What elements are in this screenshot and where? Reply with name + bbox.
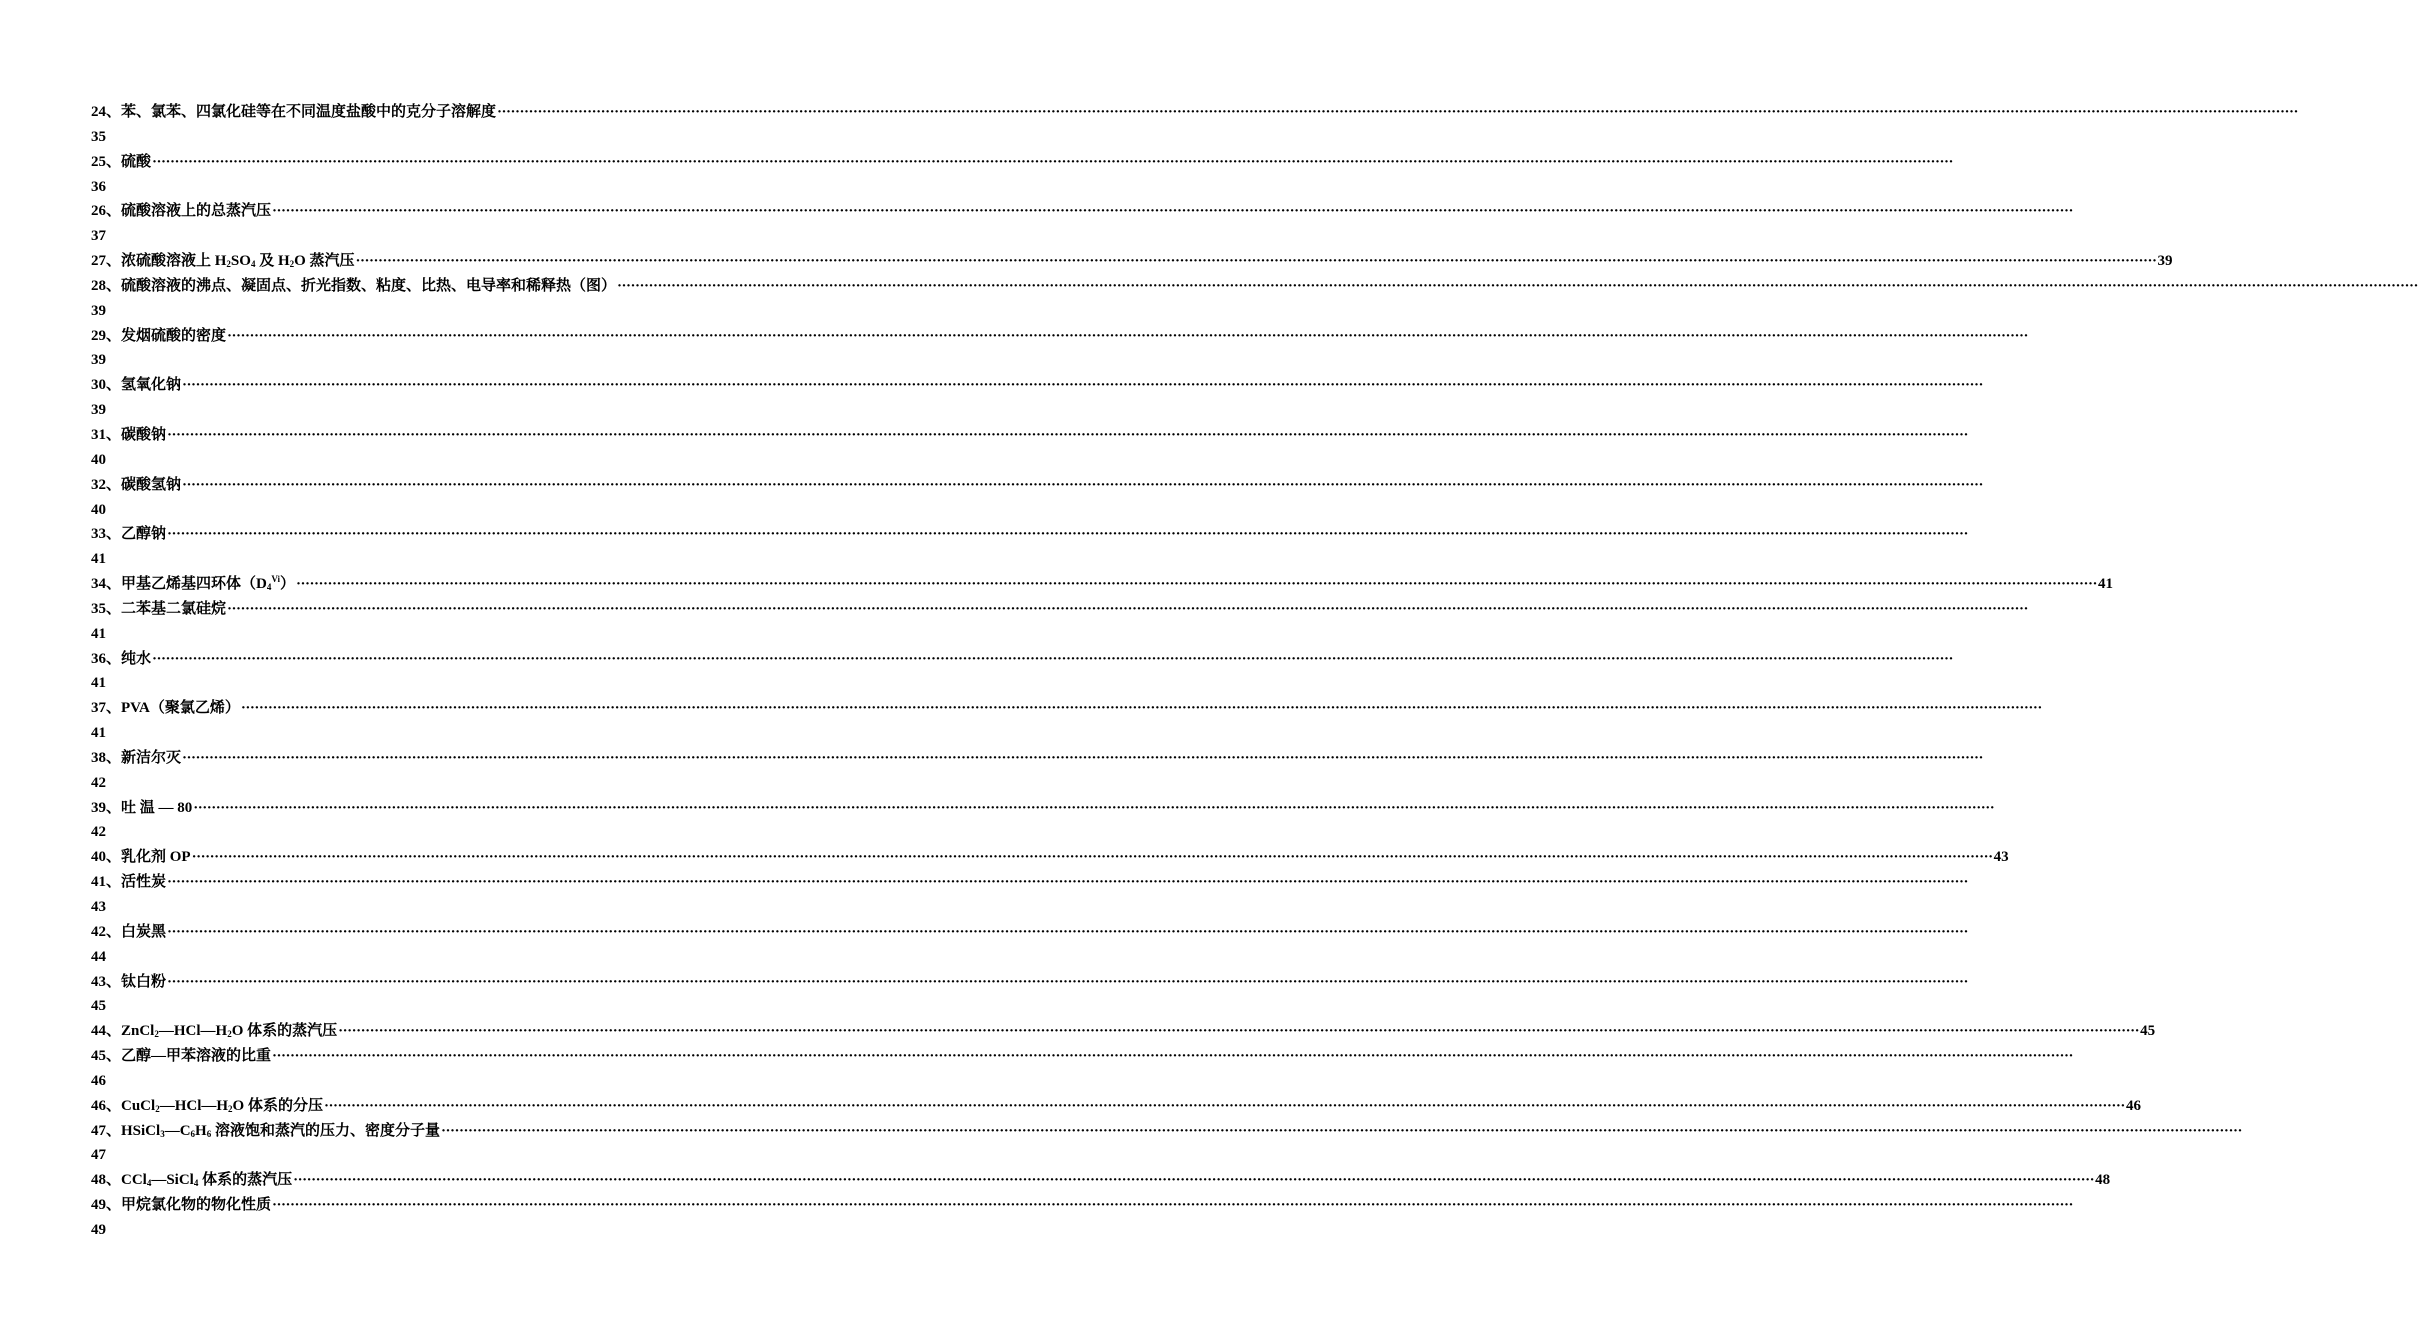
- toc-entry-title: 46、$CuCl_2—HCl—H_2O$ 体系的分压: [91, 1097, 323, 1114]
- dot-leader: ················································································································································································································································································································································································································: [497, 104, 2298, 120]
- toc-page-number: 39: [2157, 253, 2173, 270]
- toc-entry: [91, 150, 1953, 175]
- toc-entry-title: 27、浓硫酸溶液上 $H_2SO_4$ 及 $H_2O$ 蒸汽压: [91, 253, 355, 270]
- toc-entry-title: 26、硫酸溶液上的总蒸汽压: [91, 203, 272, 220]
- toc-entry: [91, 796, 1995, 821]
- toc-entry-title: 39、吐 温 — 80: [91, 799, 193, 816]
- toc-entry-title: 31、碳酸钠: [91, 426, 167, 443]
- dot-leader: ················································································································································································································································································································································································································: [440, 1122, 2242, 1139]
- dot-leader: ················································································································································································································································································································································································································: [167, 973, 1968, 990]
- toc-page-number: 46: [91, 1072, 106, 1089]
- toc-entry: [91, 845, 2009, 870]
- dot-leader: ················································································································································································································································································································································································································: [338, 1023, 2140, 1040]
- toc-page-number: 35: [91, 128, 106, 145]
- dot-leader: ················································································································································································································································································································································································································: [296, 576, 2098, 593]
- toc-entry: [91, 423, 1968, 448]
- toc-entry-title: 24、苯、氯苯、四氯化硅等在不同温度盐酸中的克分子溶解度: [91, 104, 497, 120]
- toc-entry-title: 44、$ZnCl_2—HCl—H_2O$ 体系的蒸汽压: [91, 1023, 338, 1040]
- toc-page-number: 41: [91, 551, 106, 568]
- toc-entry-title: 29、发烟硫酸的密度: [91, 327, 227, 344]
- toc-page-number: 40: [91, 451, 106, 468]
- toc-page-number: 43: [91, 899, 106, 915]
- toc-entry-title: 38、新洁尔灭: [91, 749, 182, 766]
- toc-entry: [91, 473, 1983, 498]
- toc-page-number: 45: [91, 998, 106, 1015]
- toc-entry-title: 40、乳化剂 OP: [91, 849, 191, 866]
- toc-entry-title: 35、二苯基二氯硅烷: [91, 600, 227, 617]
- toc-entry-title: 41、活性炭: [91, 874, 167, 891]
- toc-entry-title: 45、乙醇—甲苯溶液的比重: [91, 1048, 272, 1065]
- toc-page-number: 39: [91, 352, 106, 369]
- dot-leader: ················································································································································································································································································································································································································: [227, 600, 2028, 617]
- toc-entry: [91, 1193, 2073, 1218]
- toc-page-number: 49: [91, 1221, 106, 1238]
- dot-leader: ················································································································································································································································································································································································································: [355, 253, 2157, 270]
- dot-leader: ················································································································································································································································································································································································································: [167, 874, 1968, 891]
- toc-entry: [91, 274, 2418, 299]
- toc-entry: [91, 324, 2028, 349]
- toc-page-number: 42: [91, 824, 106, 841]
- toc-page-number: 36: [91, 178, 106, 195]
- toc-entry: [91, 870, 1968, 895]
- toc-entry: [91, 920, 1968, 945]
- toc-page-number: 39: [91, 402, 106, 419]
- toc-entry: [91, 1019, 2156, 1044]
- toc-entry: [91, 746, 1983, 771]
- dot-leader: ················································································································································································································································································································································································································: [191, 849, 1993, 866]
- toc-entry: [91, 1168, 2111, 1193]
- toc-entry-title: 42、白炭黑: [91, 923, 167, 940]
- toc-entry: [91, 199, 2073, 224]
- dot-leader: ················································································································································································································································································································································································································: [323, 1097, 2125, 1114]
- toc-entry: [91, 522, 1968, 547]
- toc-page-number: 48: [2095, 1172, 2111, 1189]
- dot-leader: ················································································································································································································································································································································································································: [182, 749, 1983, 766]
- toc-entry: [91, 100, 2298, 125]
- toc-page-number: 40: [91, 501, 106, 518]
- dot-leader: ················································································································································································································································································································································································································: [240, 700, 2042, 717]
- dot-leader: ················································································································································································································································································································································································································: [167, 526, 1968, 543]
- dot-leader: ················································································································································································································································································································································································································: [152, 153, 1953, 170]
- dot-leader: ················································································································································································································································································································································································································: [193, 799, 1995, 816]
- toc-entry: [91, 1044, 2073, 1069]
- toc-page-number: 39: [91, 302, 106, 319]
- toc-page-number: 41: [91, 675, 106, 692]
- toc-entry-title: 30、氢氧化钠: [91, 377, 182, 394]
- toc-entry: [91, 647, 1953, 672]
- toc-page-number: 43: [1993, 849, 2009, 866]
- toc-page-number: 41: [91, 625, 106, 642]
- toc-entry: [91, 970, 1968, 995]
- toc-entry-title: 32、碳酸氢钠: [91, 476, 182, 493]
- toc-entry: [91, 373, 1983, 398]
- toc-entry-title: 36、纯水: [91, 650, 152, 667]
- dot-leader: ················································································································································································································································································································································································································: [272, 1048, 2073, 1065]
- toc-entry-title: 48、CCl$_4$—SiCl$_4$ 体系的蒸汽压: [91, 1172, 293, 1189]
- toc-page-number: 47: [91, 1147, 106, 1164]
- toc-entry: [91, 1119, 2242, 1144]
- dot-leader: ················································································································································································································································································································································································································: [167, 923, 1968, 940]
- dot-leader: ················································································································································································································································································································································································································: [293, 1172, 2095, 1189]
- toc-page-number: 44: [91, 948, 106, 965]
- dot-leader: ················································································································································································································································································································································································································: [617, 277, 2418, 294]
- dot-leader: ················································································································································································································································································································································································································: [167, 426, 1968, 443]
- toc-page-number: 41: [2098, 576, 2114, 593]
- table-of-contents: [91, 100, 2418, 1243]
- toc-entry-title: 47、$HSiCl_3—C_6H_6$ 溶液饱和蒸汽的压力、密度分子量: [91, 1122, 440, 1139]
- toc-entry-title: 33、乙醇钠: [91, 526, 167, 543]
- toc-page-number: 37: [91, 228, 106, 245]
- toc-entry-title: 28、硫酸溶液的沸点、凝固点、折光指数、粘度、比热、电导率和稀释热（图）: [91, 277, 617, 294]
- dot-leader: ················································································································································································································································································································································································································: [182, 377, 1983, 394]
- toc-entry-title: 37、PVA（聚氯乙烯）: [91, 700, 240, 717]
- toc-page-number: 41: [91, 725, 106, 742]
- toc-entry-title: 34、甲基乙烯基四环体$(D_4^{Vi})$: [91, 574, 296, 593]
- toc-page-number: 42: [91, 774, 106, 791]
- toc-entry-title: 25、硫酸: [91, 153, 152, 170]
- dot-leader: ················································································································································································································································································································································································································: [152, 650, 1953, 667]
- toc-page-number: 46: [2125, 1097, 2141, 1114]
- toc-entry: [91, 249, 2173, 274]
- dot-leader: ················································································································································································································································································································································································································: [182, 476, 1983, 493]
- toc-entry: [91, 696, 2042, 721]
- dot-leader: ················································································································································································································································································································································································································: [272, 1197, 2073, 1214]
- dot-leader: ················································································································································································································································································································································································································: [272, 203, 2073, 220]
- toc-entry: [91, 572, 2114, 597]
- dot-leader: ················································································································································································································································································································································································································: [227, 327, 2028, 344]
- toc-page-number: 45: [2140, 1023, 2156, 1040]
- toc-entry-title: 43、钛白粉: [91, 973, 167, 990]
- toc-entry: [91, 597, 2028, 622]
- toc-entry: [91, 1094, 2141, 1119]
- toc-entry-title: 49、甲烷氯化物的物化性质: [91, 1197, 272, 1214]
